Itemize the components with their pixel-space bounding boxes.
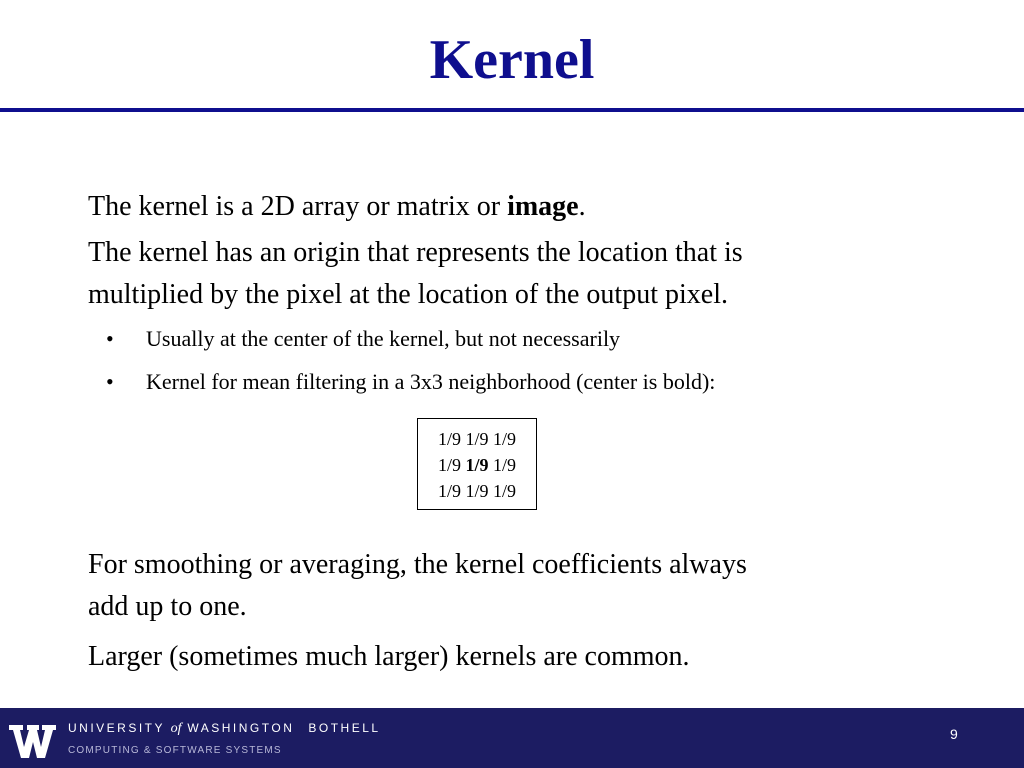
kernel-row-2 <box>418 452 536 478</box>
kernel-row-3: 1/9 1/9 1/9 <box>437 481 516 501</box>
uw-of-text: of <box>170 721 182 736</box>
kernel-matrix-box <box>417 418 537 510</box>
uw-university-text: UNIVERSITY <box>68 721 165 735</box>
bullet-text: Kernel for mean filtering in a 3x3 neighborhood (center is bold): <box>146 369 716 394</box>
para3-line1: For smoothing or averaging, the kernel coefficients always <box>88 549 747 580</box>
slide-title: Kernel <box>429 29 595 91</box>
paragraph-kernel-origin <box>88 232 908 316</box>
para3-line2: add up to one. <box>88 591 247 622</box>
footer-bar <box>0 708 1024 768</box>
paragraph-kernel-definition <box>88 186 908 228</box>
department-name: COMPUTING & SOFTWARE SYSTEMS <box>68 745 282 756</box>
uw-bothell-text: BOTHELL <box>308 721 381 735</box>
kernel-cell-left: 1/9 <box>437 455 466 475</box>
bullet-marker: • <box>106 369 114 394</box>
para1-text: The kernel is a 2D array or matrix or <box>88 191 508 222</box>
kernel-center-cell: 1/9 <box>465 455 489 475</box>
uw-washington-text: WASHINGTON <box>187 721 295 735</box>
page-number: 9 <box>950 726 958 742</box>
university-name <box>68 721 381 737</box>
bullet-marker: • <box>106 326 114 351</box>
uw-w-logo-icon <box>8 722 58 760</box>
paragraph-smoothing <box>88 544 908 628</box>
para2-line1: The kernel has an origin that represents the location that is <box>88 237 743 268</box>
para1-bold-text: image <box>507 191 579 222</box>
kernel-cell-right: 1/9 <box>488 455 517 475</box>
title-divider <box>0 108 1024 112</box>
para1-period: . <box>578 191 586 222</box>
para2-line2: multiplied by the pixel at the location of the output pixel. <box>88 279 728 310</box>
paragraph-larger-kernels: Larger (sometimes much larger) kernels are common. <box>88 641 690 672</box>
kernel-row-1: 1/9 1/9 1/9 <box>437 429 516 449</box>
bullet-text: Usually at the center of the kernel, but not necessarily <box>146 326 621 351</box>
